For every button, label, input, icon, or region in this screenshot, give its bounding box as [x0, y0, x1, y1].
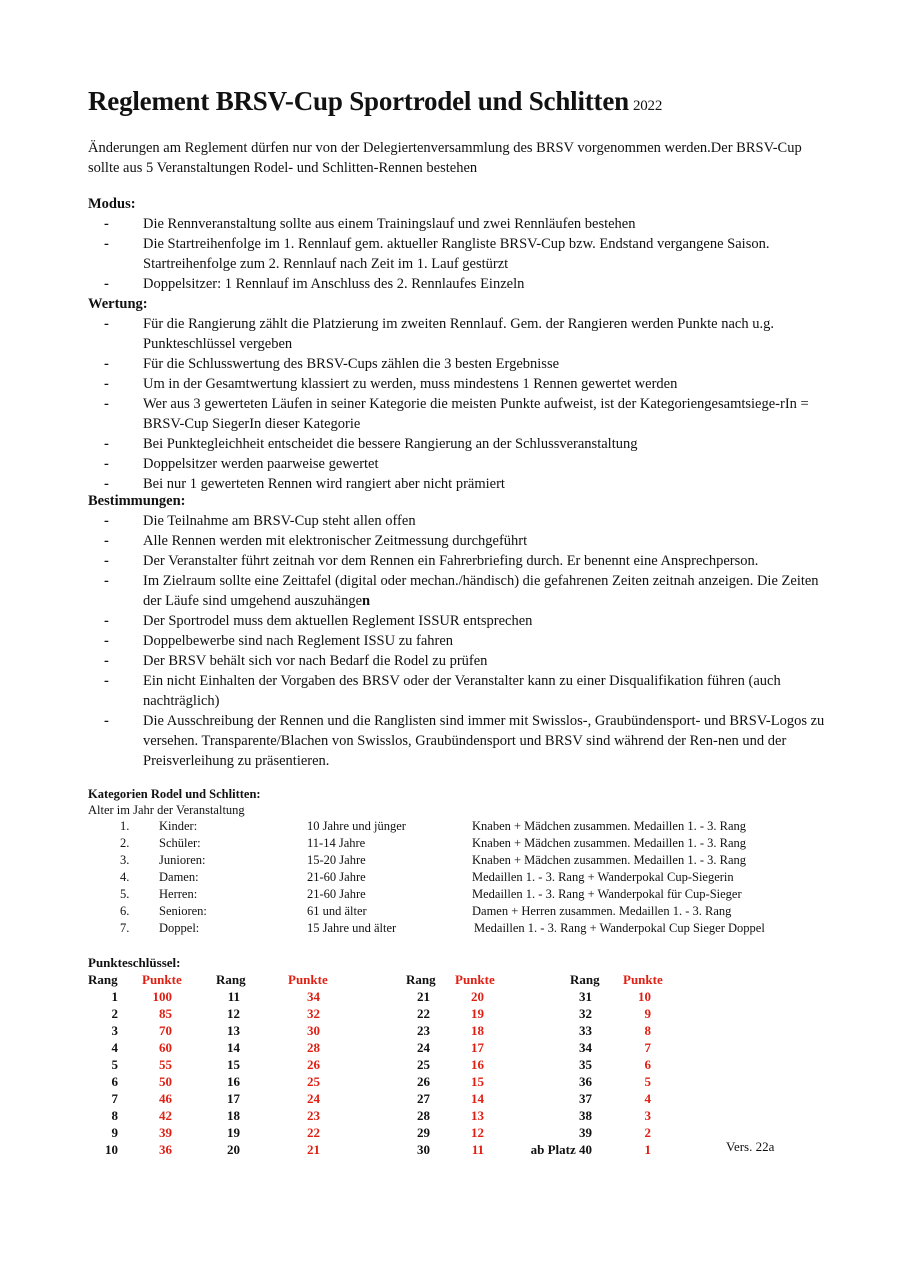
rank-cell: 29 [417, 1125, 430, 1140]
rank-cell: 22 [417, 1006, 430, 1021]
rank-cell: 4 [111, 1040, 118, 1055]
bullet-dash: - [104, 396, 109, 412]
list-item [88, 711, 828, 771]
list-item-text: Bei Punktegleichheit entscheidet die bessere Rangierung an der Schlussveranstaltung [143, 436, 638, 452]
list-item-text: Um in der Gesamtwertung klassiert zu werden, muss mindestens 1 Rennen gewertet werden [143, 376, 678, 392]
points-cell: 46 [159, 1091, 172, 1106]
rank-cell: 24 [417, 1040, 430, 1055]
bullet-dash: - [104, 713, 109, 729]
rank-cell: 23 [417, 1023, 430, 1038]
kategorien-subheading: Alter im Jahr der Veranstaltung [88, 803, 245, 817]
points-row [88, 1022, 808, 1039]
bullet-dash: - [104, 613, 109, 629]
list-item-text: Doppelsitzer: 1 Rennlauf im Anschluss des 2. Rennlaufes Einzeln [143, 276, 525, 292]
category-name: Herren: [159, 887, 198, 901]
list-item-text: Doppelbewerbe sind nach Reglement ISSU zu fahren [143, 633, 454, 649]
points-cell: 55 [159, 1057, 172, 1072]
points-row [88, 1107, 808, 1124]
category-age: 21-60 Jahre [307, 870, 366, 884]
category-note: Medaillen 1. - 3. Rang + Wanderpokal Cup-Siegerin [472, 870, 734, 884]
category-number: 7. [120, 921, 130, 935]
category-number: 1. [120, 819, 130, 833]
points-cell: 15 [471, 1074, 484, 1089]
kategorien-section [88, 786, 808, 937]
points-row [88, 1090, 808, 1107]
bullet-dash: - [104, 356, 109, 372]
points-cell: 10 [638, 989, 651, 1004]
points-cell: 8 [644, 1023, 651, 1038]
rank-cell: 17 [227, 1091, 240, 1106]
points-cell: 42 [159, 1108, 172, 1123]
rank-cell: 16 [227, 1074, 240, 1089]
category-age: 15 Jahre und älter [307, 921, 397, 935]
points-cell: 36 [159, 1142, 172, 1157]
list-item-text: Bei nur 1 gewerteten Rennen wird rangiert aber nicht prämiert [143, 476, 505, 492]
category-row [88, 852, 808, 869]
list-item [88, 234, 828, 274]
bestimmungen-list [88, 511, 828, 771]
category-row [88, 835, 808, 852]
points-cell: 9 [644, 1006, 651, 1021]
category-note: Knaben + Mädchen zusammen. Medaillen 1. - 3. Rang [472, 853, 746, 867]
rank-cell: 25 [417, 1057, 430, 1072]
points-row [88, 988, 808, 1005]
list-item [88, 631, 828, 651]
points-cell: 7 [644, 1040, 651, 1055]
list-item [88, 214, 828, 234]
category-name: Doppel: [159, 921, 200, 935]
col-header-punkte: Punkte [623, 972, 663, 987]
points-cell: 18 [471, 1023, 484, 1038]
intro-paragraph: Änderungen am Reglement dürfen nur von der Delegiertenversammlung des BRSV vorgenommen werden.Der BRSV-Cup sollte aus 5 Veranstaltungen Rodel- und Schlitten-Rennen bestehen [88, 140, 802, 176]
points-cell: 50 [159, 1074, 172, 1089]
punkte-header-row [88, 971, 808, 988]
category-age: 15-20 Jahre [307, 853, 366, 867]
list-item [88, 354, 828, 374]
bullet-dash: - [104, 276, 109, 292]
points-cell: 28 [307, 1040, 320, 1055]
list-item-text: Ein nicht Einhalten der Vorgaben des BRSV oder der Veranstalter kann zu einer Disqualifikation führen (auch nachträglich) [143, 673, 781, 709]
col-header-rang: Rang [88, 972, 118, 987]
rank-cell: 11 [227, 989, 240, 1004]
list-item-text: Für die Rangierung zählt die Platzierung im zweiten Rennlauf. Gem. der Rangieren werden Punkte nach u.g. Punkteschlüssel vergeben [143, 316, 774, 352]
category-name: Kinder: [159, 819, 198, 833]
points-row [88, 1073, 808, 1090]
bullet-dash: - [104, 513, 109, 529]
category-number: 5. [120, 887, 130, 901]
rank-cell: 7 [111, 1091, 118, 1106]
points-row [88, 1005, 808, 1022]
bullet-dash: - [104, 633, 109, 649]
points-row [88, 1141, 808, 1158]
list-item-text: Die Rennveranstaltung sollte aus einem Trainingslauf und zwei Rennläufen bestehen [143, 216, 636, 232]
bullet-dash: - [104, 533, 109, 549]
category-name: Schüler: [159, 836, 201, 850]
section-heading-wertung: Wertung: [88, 296, 148, 312]
points-cell: 11 [471, 1142, 484, 1157]
points-row [88, 1124, 808, 1141]
points-cell: 3 [644, 1108, 651, 1123]
rank-cell: ab Platz 40 [530, 1142, 592, 1157]
bullet-dash: - [104, 436, 109, 452]
points-cell: 2 [644, 1125, 651, 1140]
bullet-dash: - [104, 476, 109, 492]
category-note: Knaben + Mädchen zusammen. Medaillen 1. - 3. Rang [472, 819, 746, 833]
bullet-dash: - [104, 653, 109, 669]
points-cell: 70 [159, 1023, 172, 1038]
list-item-text: Die Ausschreibung der Rennen und die Ranglisten sind immer mit Swisslos-, Graubündensport- und BRSV-Logos zu versehen. Transparente/Blachen von Swisslos, Graubündensport und BRSV sind während der Ren-nen und der Preisverleihung zu präsentieren. [143, 713, 825, 769]
rank-cell: 35 [579, 1057, 592, 1072]
list-item-text: Doppelsitzer werden paarweise gewertet [143, 456, 379, 472]
col-header-rang: Rang [570, 972, 600, 987]
list-item-text: Für die Schlusswertung des BRSV-Cups zählen die 3 besten Ergebnisse [143, 356, 560, 372]
list-item [88, 314, 828, 354]
rank-cell: 27 [417, 1091, 430, 1106]
points-row [88, 1039, 808, 1056]
category-name: Damen: [159, 870, 199, 884]
title-year: 2022 [632, 98, 663, 114]
punkte-heading: Punkteschlüssel: [88, 955, 181, 970]
list-item [88, 454, 828, 474]
points-cell: 5 [644, 1074, 651, 1089]
bullet-dash: - [104, 376, 109, 392]
points-cell: 85 [159, 1006, 172, 1021]
category-age: 11-14 Jahre [307, 836, 366, 850]
points-cell: 20 [471, 989, 484, 1004]
list-item [88, 274, 828, 294]
points-cell: 34 [307, 989, 320, 1004]
rank-cell: 33 [579, 1023, 592, 1038]
rank-cell: 37 [579, 1091, 592, 1106]
rank-cell: 26 [417, 1074, 430, 1089]
title-text: Reglement BRSV-Cup Sportrodel und Schlitten [88, 86, 629, 116]
list-item [88, 611, 828, 631]
rank-cell: 5 [111, 1057, 118, 1072]
points-cell: 30 [307, 1023, 320, 1038]
list-item-text: Der Sportrodel muss dem aktuellen Reglement ISSUR entsprechen [143, 613, 533, 629]
kategorien-heading: Kategorien Rodel und Schlitten: [88, 787, 261, 801]
points-row [88, 1056, 808, 1073]
section-heading-bestimmungen: Bestimmungen: [88, 493, 186, 509]
punkte-table [88, 988, 808, 1158]
list-item-text: Der Veranstalter führt zeitnah vor dem Rennen ein Fahrerbriefing durch. Er benennt eine Ansprechperson. [143, 553, 759, 569]
points-cell: 25 [307, 1074, 320, 1089]
category-note: Medaillen 1. - 3. Rang + Wanderpokal Cup Sieger Doppel [474, 921, 765, 935]
list-item [88, 671, 828, 711]
points-cell: 1 [644, 1142, 651, 1157]
col-header-punkte: Punkte [142, 972, 182, 987]
category-note: Damen + Herren zusammen. Medaillen 1. - 3. Rang [472, 904, 732, 918]
list-item [88, 531, 828, 551]
list-item [88, 651, 828, 671]
section-bestimmungen [88, 491, 828, 771]
rank-cell: 38 [579, 1108, 592, 1123]
points-cell: 24 [307, 1091, 320, 1106]
category-number: 2. [120, 836, 130, 850]
list-item-text: Die Teilnahme am BRSV-Cup steht allen offen [143, 513, 416, 529]
category-age: 61 und älter [307, 904, 367, 918]
points-cell: 19 [471, 1006, 484, 1021]
rank-cell: 36 [579, 1074, 592, 1089]
category-note: Medaillen 1. - 3. Rang + Wanderpokal für Cup-Sieger [472, 887, 742, 901]
rank-cell: 12 [227, 1006, 240, 1021]
category-age: 21-60 Jahre [307, 887, 366, 901]
points-cell: 21 [307, 1142, 320, 1157]
points-cell: 12 [471, 1125, 484, 1140]
points-cell: 22 [307, 1125, 320, 1140]
list-item-text: Alle Rennen werden mit elektronischer Zeitmessung durchgeführt [143, 533, 528, 549]
rank-cell: 32 [579, 1006, 592, 1021]
list-item [88, 374, 828, 394]
rank-cell: 20 [227, 1142, 240, 1157]
bullet-dash: - [104, 673, 109, 689]
list-item-text: Der BRSV behält sich vor nach Bedarf die Rodel zu prüfen [143, 653, 488, 669]
bullet-dash: - [104, 316, 109, 332]
bullet-dash: - [104, 573, 109, 589]
list-item [88, 511, 828, 531]
list-item-text: Wer aus 3 gewerteten Läufen in seiner Kategorie die meisten Punkte aufweist, ist der Kategoriengesamtsiege-rIn = BRSV-Cup SiegerIn dieser Kategorie [143, 396, 809, 432]
rank-cell: 15 [227, 1057, 240, 1072]
modus-list [88, 214, 828, 294]
bullet-dash: - [104, 236, 109, 252]
rank-cell: 14 [227, 1040, 240, 1055]
points-cell: 39 [159, 1125, 172, 1140]
category-row [88, 920, 808, 937]
rank-cell: 39 [579, 1125, 592, 1140]
points-cell: 13 [471, 1108, 484, 1123]
category-row [88, 869, 808, 886]
col-header-punkte: Punkte [455, 972, 495, 987]
kategorien-table [88, 818, 808, 937]
category-age: 10 Jahre und jünger [307, 819, 406, 833]
rank-cell: 1 [111, 989, 118, 1004]
category-number: 3. [120, 853, 130, 867]
category-number: 4. [120, 870, 130, 884]
list-item-text: Die Startreihenfolge im 1. Rennlauf gem. aktueller Rangliste BRSV-Cup bzw. Endstand vergangene Saison. Startreihenfolge zum 2. Rennlauf nach Zeit im 1. Lauf gestürzt [143, 236, 770, 272]
list-item [88, 434, 828, 454]
rank-cell: 30 [417, 1142, 430, 1157]
punkte-section [88, 954, 808, 1158]
rank-cell: 2 [111, 1006, 118, 1021]
list-item [88, 394, 828, 434]
rank-cell: 10 [105, 1142, 118, 1157]
points-cell: 6 [644, 1057, 651, 1072]
points-cell: 14 [471, 1091, 484, 1106]
rank-cell: 8 [111, 1108, 118, 1123]
col-header-rang: Rang [216, 972, 246, 987]
bullet-dash: - [104, 216, 109, 232]
points-cell: 32 [307, 1006, 320, 1021]
rank-cell: 34 [579, 1040, 592, 1055]
section-modus [88, 194, 828, 294]
points-cell: 100 [152, 989, 172, 1004]
col-header-rang: Rang [406, 972, 436, 987]
category-note: Knaben + Mädchen zusammen. Medaillen 1. - 3. Rang [472, 836, 746, 850]
points-cell: 4 [644, 1091, 651, 1106]
rank-cell: 9 [111, 1125, 118, 1140]
rank-cell: 28 [417, 1108, 430, 1123]
rank-cell: 18 [227, 1108, 240, 1123]
page-title [88, 86, 662, 117]
rank-cell: 13 [227, 1023, 240, 1038]
points-cell: 23 [307, 1108, 320, 1123]
points-cell: 26 [307, 1057, 320, 1072]
category-name: Senioren: [159, 904, 207, 918]
category-row [88, 818, 808, 835]
section-wertung [88, 294, 828, 494]
wertung-list [88, 314, 828, 494]
category-row [88, 903, 808, 920]
points-cell: 16 [471, 1057, 484, 1072]
rank-cell: 19 [227, 1125, 240, 1140]
section-heading-modus: Modus: [88, 196, 136, 212]
col-header-punkte: Punkte [288, 972, 328, 987]
points-cell: 17 [471, 1040, 484, 1055]
rank-cell: 31 [579, 989, 592, 1004]
bullet-dash: - [104, 553, 109, 569]
category-row [88, 886, 808, 903]
rank-cell: 3 [111, 1023, 118, 1038]
category-name: Junioren: [159, 853, 206, 867]
rank-cell: 21 [417, 989, 430, 1004]
bold-suffix: n [362, 593, 371, 609]
version-label: Vers. 22a [726, 1139, 775, 1154]
points-cell: 60 [159, 1040, 172, 1055]
list-item [88, 551, 828, 571]
list-item [88, 571, 828, 611]
list-item-text: Im Zielraum sollte eine Zeittafel (digital oder mechan./händisch) die gefahrenen Zeiten zeitnah anzeigen. Die Zeiten der Läufe sind umgehend auszuhänge [143, 573, 819, 609]
category-number: 6. [120, 904, 130, 918]
rank-cell: 6 [111, 1074, 118, 1089]
bullet-dash: - [104, 456, 109, 472]
